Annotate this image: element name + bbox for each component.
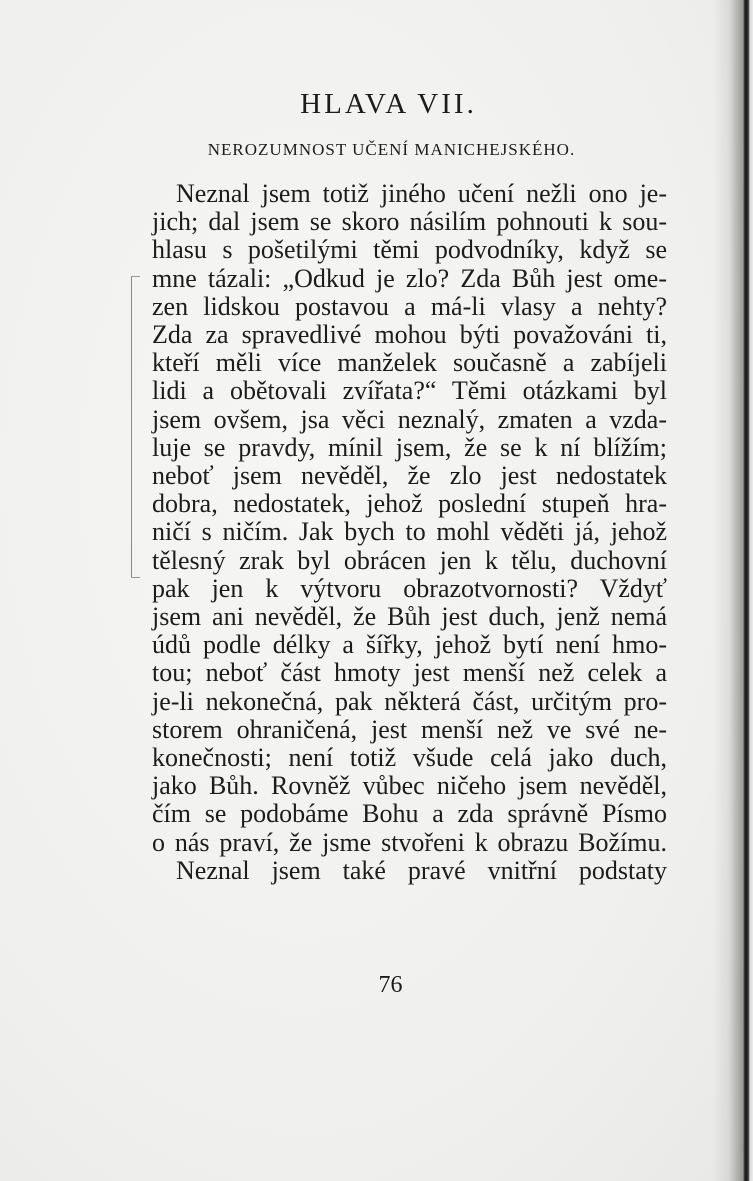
text-line: dobra, nedostatek, jehož poslední stupeň hra- [152, 489, 667, 519]
chapter-title: HLAVA VII. [300, 88, 477, 120]
text-line: jich; dal jsem se skoro násilím pohnouti k sou- [152, 207, 667, 237]
text-line: jako Bůh. Rovněž vůbec ničeho jsem nevěděl, [152, 771, 667, 801]
text-line: lidi a obětovali zvířata?“ Těmi otázkami byl [152, 376, 667, 406]
text-line: je-li nekonečná, pak některá část, určitým pro- [152, 686, 667, 716]
chapter-subtitle: NEROZUMNOST UČENÍ MANICHEJSKÉHO. [207, 140, 576, 159]
text-line: zen lidskou postavou a má-li vlasy a nehty? [152, 291, 667, 321]
text-line: čím se podobáme Bohu a zda správně Písmo [152, 799, 667, 829]
text-line: hlasu s pošetilými těmi podvodníky, když se [152, 235, 667, 265]
text-line: storem ohraničená, jest menší než ve své ne- [152, 714, 667, 744]
text-line: Neznal jsem totiž jiného učení nežli ono je- [176, 179, 667, 208]
text-line: Zda za spravedlivé mohou býti považováni ti, [152, 320, 667, 350]
text-line: tělesný zrak byl obrácen jen k tělu, duchovní [152, 545, 667, 575]
text-line: konečnosti; není totiž všude celá jako duch, [152, 743, 667, 773]
text-line: o nás praví, že jsme stvořeni k obrazu Božímu. [152, 827, 667, 857]
text-line: neboť jsem nevěděl, že zlo jest nedostatek [152, 461, 667, 491]
page-number: 76 [378, 972, 403, 998]
page-edge-shadow [713, 0, 753, 1181]
text-line: mne tázali: „Odkud je zlo? Zda Bůh jest ome- [152, 263, 667, 293]
text-line: údů podle délky a šířky, jehož bytí není hmo- [152, 630, 667, 660]
text-line: pak jen k výtvoru obrazotvornosti? Vždyť [152, 573, 667, 603]
margin-pencil-bracket [131, 276, 140, 578]
body-text [152, 180, 667, 885]
text-line: jsem ani nevěděl, že Bůh jest duch, jenž nemá [152, 602, 667, 632]
text-line: ničí s ničím. Jak bych to mohl věděti já, jehož [152, 517, 667, 547]
text-line: kteří měli více manželek současně a zabíjeli [152, 348, 667, 378]
text-line: Neznal jsem také pravé vnitřní podstaty [176, 855, 667, 885]
text-line: luje se pravdy, mínil jsem, že se k ní blížím; [152, 432, 667, 462]
text-line: tou; neboť část hmoty jest menší než celek a [152, 658, 667, 688]
text-line: jsem ovšem, jsa věci neznalý, zmaten a vzda- [152, 404, 667, 434]
